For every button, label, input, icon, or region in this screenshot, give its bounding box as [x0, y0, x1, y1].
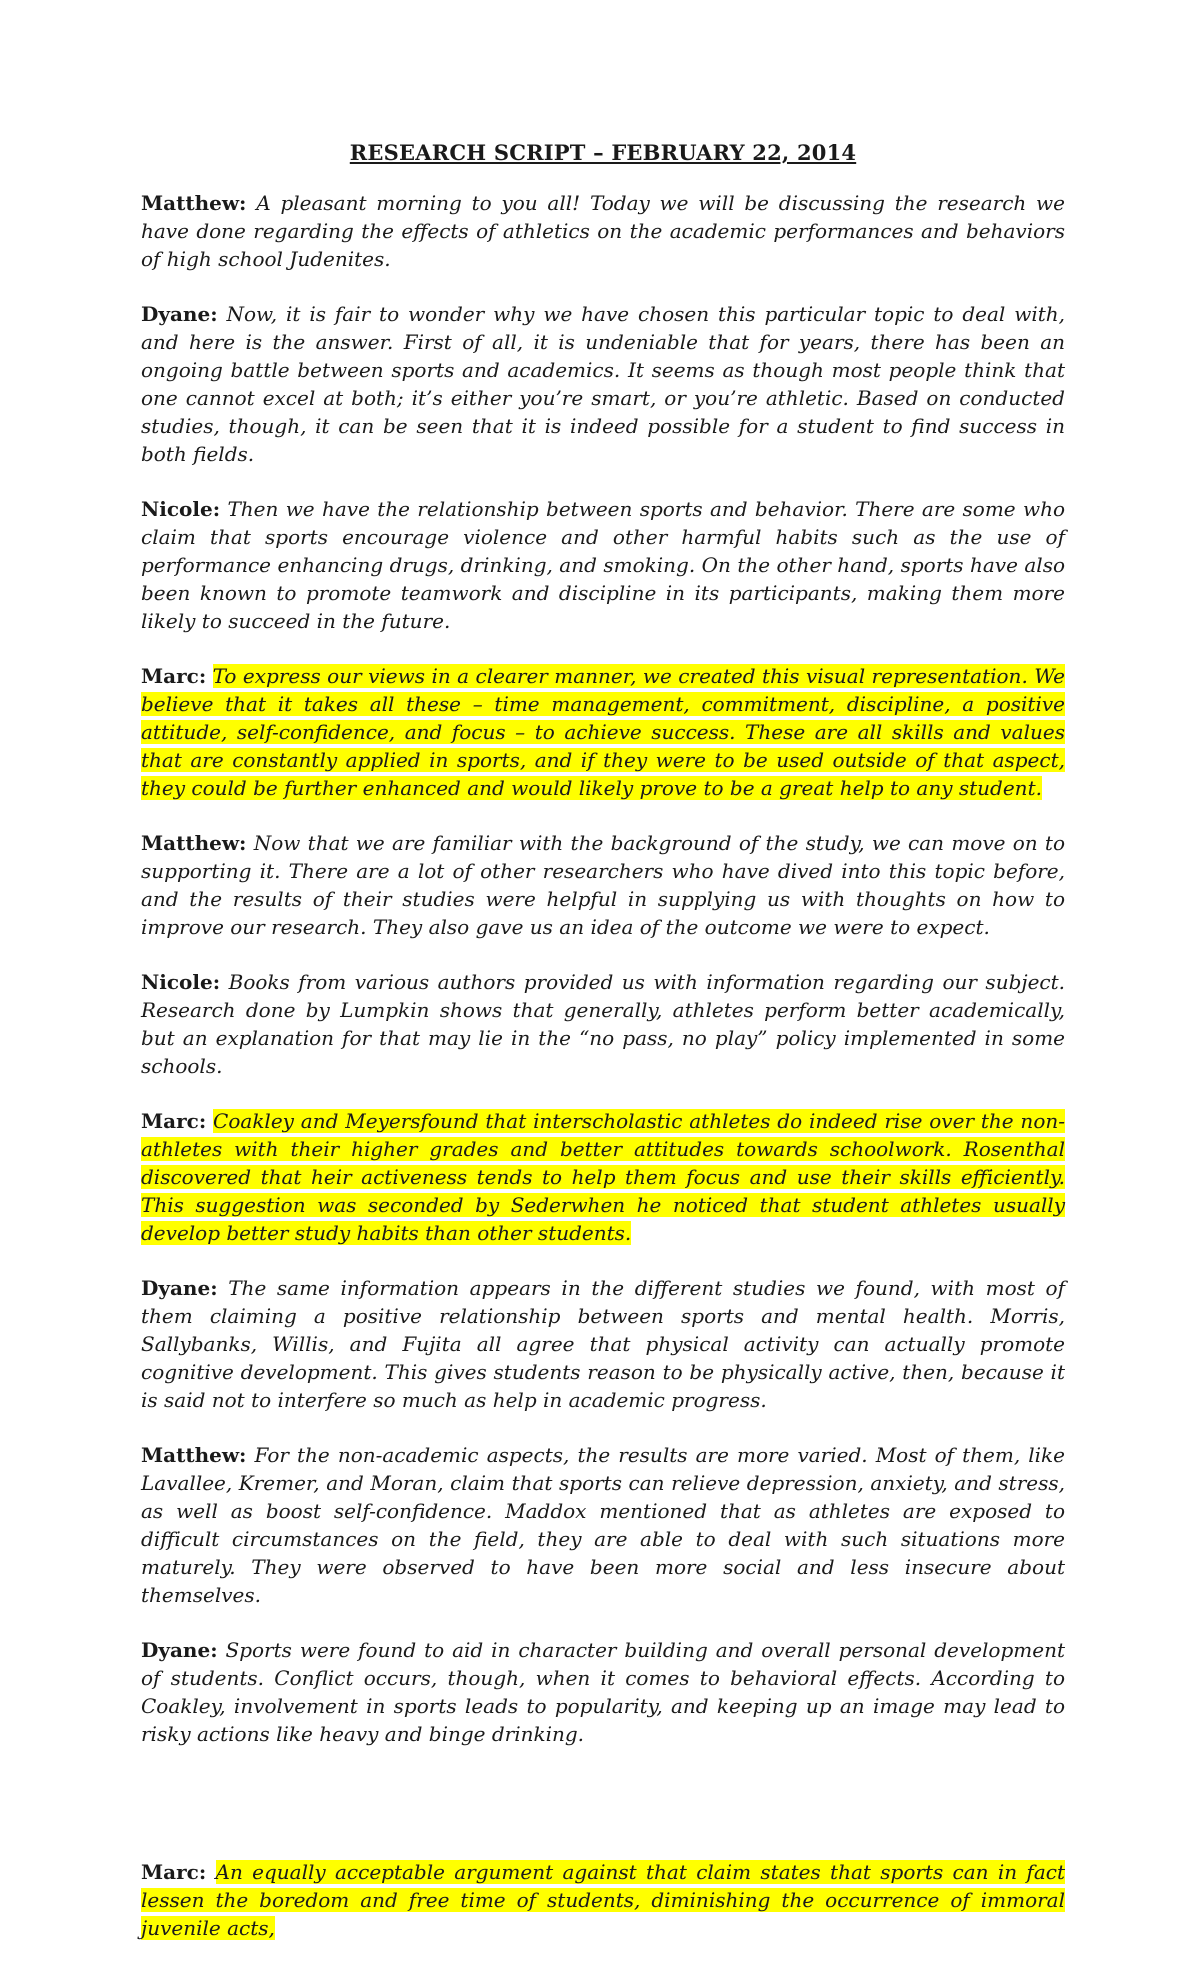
speaker-name: Matthew: — [141, 831, 247, 855]
script-paragraph — [141, 1636, 1065, 1748]
script-paragraph — [141, 829, 1065, 941]
speech-text: Now, it is fair to wonder why we have chosen this particular topic to deal with, and here is the answer. First of all, it is undeniable that for years, there has been an ongoing battle between sports and academics. It seems as though most people think that one cannot excel at both; it’s either you’re smart, or you’re athletic. Based on conducted studies, though, it can be seen that it is indeed possible for a student to find success in both fields. — [141, 302, 1065, 466]
speech-text-highlighted: To express our views in a clearer manner, we created this visual representation. We believe that it takes all these – time management, commitment, discipline, a positive attitude, self-confidence, and focus – to achieve success. These are all skills and values that are constantly applied in sports, and if they were to be used outside of that aspect, they could be further enhanced and would likely prove to be a great help to any student. — [141, 664, 1065, 800]
script-paragraph — [141, 189, 1065, 273]
speaker-name: Marc: — [141, 1860, 207, 1884]
speech-text: Books from various authors provided us with information regarding our subject. Research done by Lumpkin shows that generally, athletes perform better academically, but an explanation for that may lie in the “no pass, no play” policy implemented in some schools. — [141, 970, 1066, 1078]
speaker-name: Marc: — [141, 1109, 207, 1133]
speech-text: Sports were found to aid in character building and overall personal development of students. Conflict occurs, though, when it comes to behavioral effects. According to Coakley, involvement in sports leads to popularity, and keeping up an image may lead to risky actions like heavy and binge drinking. — [141, 1638, 1065, 1746]
script-paragraph — [141, 1274, 1065, 1414]
speech-text: Now that we are familiar with the background of the study, we can move on to supporting it. There are a lot of other researchers who have dived into this topic before, and the results of their studies were helpful in supplying us with thoughts on how to improve our research. They also gave us an idea of the outcome we were to expect. — [141, 831, 1065, 939]
speech-text: A pleasant morning to you all! Today we will be discussing the research we have done regarding the effects of athletics on the academic performances and behaviors of high school Judenites. — [141, 191, 1066, 271]
speech-text-highlighted: Coakley and Meyersfound that interscholastic athletes do indeed rise over the non-athletes with their higher grades and better attitudes towards schoolwork. Rosenthal discovered that heir activeness tends to help them focus and use their skills efficiently. This suggestion was seconded by Sederwhen he noticed that student athletes usually develop better study habits than other students. — [141, 1109, 1065, 1245]
speaker-name: Nicole: — [141, 497, 221, 521]
speaker-name: Matthew: — [141, 1443, 247, 1467]
script-paragraph — [141, 495, 1065, 635]
speech-text: For the non-academic aspects, the results are more varied. Most of them, like Lavallee, Kremer, and Moran, claim that sports can relieve depression, anxiety, and stress, as well as boost self-confidence. Maddox mentioned that as athletes are exposed to difficult circumstances on the field, they are able to deal with such situations more maturely. They were observed to have been more social and less insecure about themselves. — [141, 1443, 1066, 1607]
speaker-name: Dyane: — [141, 302, 218, 326]
speech-text: The same information appears in the different studies we found, with most of them claiming a positive relationship between sports and mental health. Morris, Sallybanks, Willis, and Fujita all agree that physical activity can actually promote cognitive development. This gives students reason to be physically active, then, because it is said not to interfere so much as help in academic progress. — [141, 1276, 1066, 1412]
script-paragraph-highlighted — [141, 1107, 1065, 1247]
document-title: RESEARCH SCRIPT – FEBRUARY 22, 2014 — [349, 140, 857, 165]
blank-space — [141, 1775, 1065, 1858]
script-paragraph-highlighted — [141, 662, 1065, 802]
document-page — [141, 140, 1065, 1969]
speaker-name: Dyane: — [141, 1638, 218, 1662]
speech-text: Then we have the relationship between sports and behavior. There are some who claim that sports encourage violence and other harmful habits such as the use of performance enhancing drugs, drinking, and smoking. On the other hand, sports have also been known to promote teamwork and discipline in its participants, making them more likely to succeed in the future. — [141, 497, 1065, 633]
script-paragraph — [141, 968, 1065, 1080]
script-paragraph — [141, 300, 1065, 468]
speech-text-highlighted: An equally acceptable argument against that claim states that sports can in fact lessen the boredom and free time of students, diminishing the occurrence of immoral juvenile acts, — [141, 1860, 1065, 1940]
speaker-name: Marc: — [141, 664, 207, 688]
speaker-name: Nicole: — [141, 970, 221, 994]
speaker-name: Matthew: — [141, 191, 247, 215]
speaker-name: Dyane: — [141, 1276, 218, 1300]
script-paragraph — [141, 1441, 1065, 1609]
script-paragraph-highlighted — [141, 1858, 1065, 1942]
